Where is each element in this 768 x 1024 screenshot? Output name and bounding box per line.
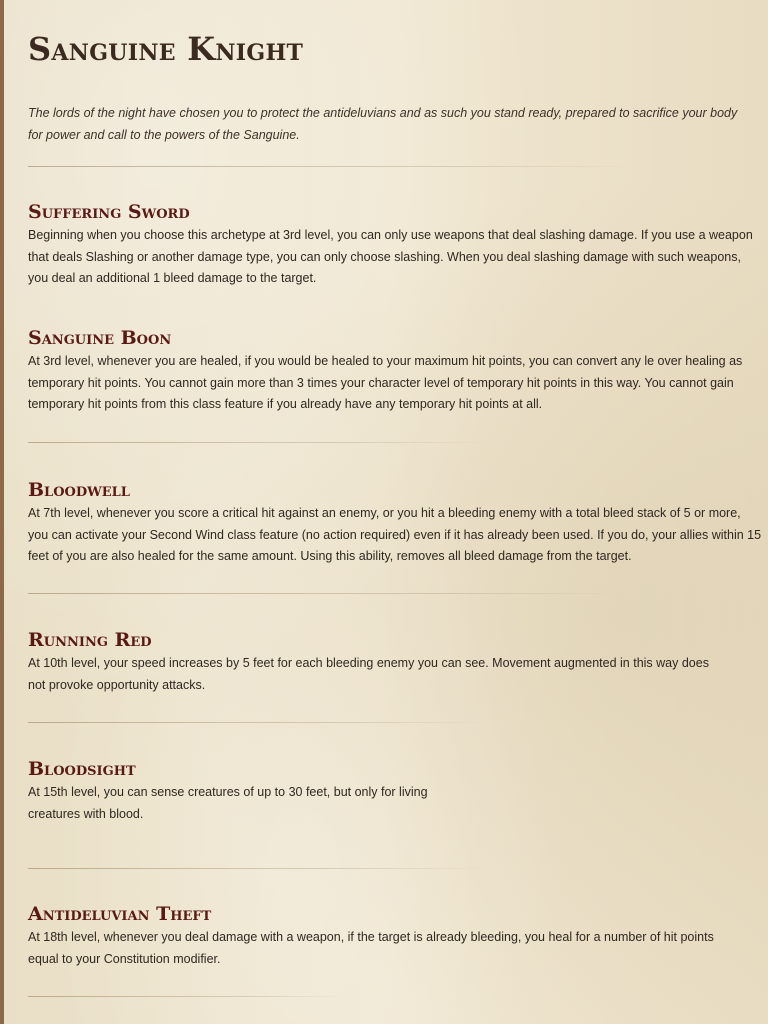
section-bloodwell (28, 477, 763, 568)
section-heading: Bloodwell (28, 479, 130, 501)
page-title: Sanguine Knight (28, 30, 304, 68)
divider (28, 868, 488, 869)
page-left-border (0, 0, 4, 1024)
document-page (28, 0, 763, 1024)
section-text: At 3rd level, whenever you are healed, if you would be healed to your maximum hit points, you can convert any le over healing as temporary hit points. You cannot gain more than 3 times your character level of temporary hit points in this way. You cannot gain temporary hit points from this class feature if you already have any temporary hit points at all. (28, 354, 743, 411)
section-text: Beginning when you choose this archetype at 3rd level, you can only use weapons that deal slashing damage. If you use a weapon that deals Slashing or another damage type, you can only choose slashing. When you deal slashing damage with such weapons, you deal an additional 1 bleed damage to the target. (28, 228, 753, 285)
divider (28, 166, 638, 167)
section-running-red (28, 627, 718, 696)
divider (28, 593, 628, 594)
section-heading: Sanguine Boon (28, 327, 172, 349)
intro-text: The lords of the night have chosen you to protect the antideluvians and as such you stand ready, prepared to sacrifice your body for power and call to the powers of the Sanguine. (28, 106, 738, 142)
section-antideluvian-theft (28, 901, 743, 970)
section-bloodsight (28, 756, 478, 825)
section-text: At 18th level, whenever you deal damage with a weapon, if the target is already bleeding, you heal for a number of hit points equal to your Constitution modifier. (28, 930, 714, 966)
section-heading: Bloodsight (28, 758, 136, 780)
section-text: At 15th level, you can sense creatures of up to 30 feet, but only for living creatures with blood. (28, 785, 428, 821)
divider (28, 996, 348, 997)
section-sanguine-boon (28, 325, 753, 416)
section-heading: Running Red (28, 629, 152, 651)
section-text: At 7th level, whenever you score a critical hit against an enemy, or you hit a bleeding enemy with a total bleed stack of 5 or more, you can activate your Second Wind class feature (no action required) even if it has already been used. If you do, your allies within 15 feet of you are also healed for the same amount. Using this ability, removes all bleed damage from the target. (28, 506, 762, 563)
divider (28, 722, 488, 723)
section-heading: Suffering Sword (28, 201, 190, 223)
section-heading: Antideluvian Theft (28, 903, 212, 925)
section-text: At 10th level, your speed increases by 5 feet for each bleeding enemy you can see. Movement augmented in this way does not provoke opportunity attacks. (28, 656, 709, 692)
divider (28, 442, 488, 443)
section-suffering-sword (28, 199, 763, 290)
